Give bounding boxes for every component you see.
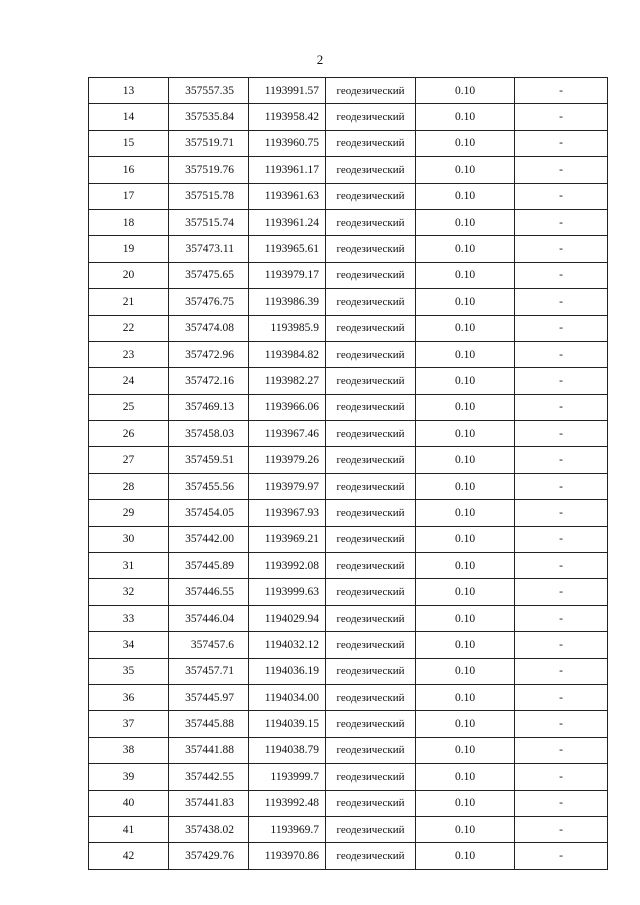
table-row (89, 553, 608, 579)
method-cell: геодезический (326, 737, 416, 763)
table-row (89, 579, 608, 605)
coordinates-table (88, 77, 608, 870)
accuracy-cell: 0.10 (416, 473, 515, 499)
table-row (89, 605, 608, 631)
y-coordinate-cell: 1194038.79 (249, 737, 326, 763)
accuracy-cell: 0.10 (416, 315, 515, 341)
table-row (89, 526, 608, 552)
point-number-cell: 29 (89, 500, 169, 526)
x-coordinate-cell: 357458.03 (169, 421, 249, 447)
note-cell: - (515, 315, 608, 341)
method-cell: геодезический (326, 711, 416, 737)
accuracy-cell: 0.10 (416, 658, 515, 684)
y-coordinate-cell: 1194039.15 (249, 711, 326, 737)
note-cell: - (515, 790, 608, 816)
method-cell: геодезический (326, 157, 416, 183)
note-cell: - (515, 553, 608, 579)
point-number-cell: 34 (89, 632, 169, 658)
method-cell: геодезический (326, 764, 416, 790)
point-number-cell: 24 (89, 368, 169, 394)
method-cell: геодезический (326, 526, 416, 552)
x-coordinate-cell: 357446.55 (169, 579, 249, 605)
x-coordinate-cell: 357445.89 (169, 553, 249, 579)
note-cell: - (515, 473, 608, 499)
table-row (89, 209, 608, 235)
table-row (89, 368, 608, 394)
accuracy-cell: 0.10 (416, 394, 515, 420)
note-cell: - (515, 421, 608, 447)
note-cell: - (515, 447, 608, 473)
y-coordinate-cell: 1193982.27 (249, 368, 326, 394)
note-cell: - (515, 843, 608, 869)
table-row (89, 421, 608, 447)
x-coordinate-cell: 357476.75 (169, 289, 249, 315)
x-coordinate-cell: 357429.76 (169, 843, 249, 869)
note-cell: - (515, 711, 608, 737)
note-cell: - (515, 183, 608, 209)
accuracy-cell: 0.10 (416, 553, 515, 579)
point-number-cell: 30 (89, 526, 169, 552)
table-row (89, 632, 608, 658)
point-number-cell: 36 (89, 684, 169, 710)
note-cell: - (515, 579, 608, 605)
method-cell: геодезический (326, 183, 416, 209)
accuracy-cell: 0.10 (416, 843, 515, 869)
x-coordinate-cell: 357442.00 (169, 526, 249, 552)
table-row (89, 394, 608, 420)
table-row (89, 843, 608, 869)
point-number-cell: 22 (89, 315, 169, 341)
x-coordinate-cell: 357457.6 (169, 632, 249, 658)
point-number-cell: 16 (89, 157, 169, 183)
table-row (89, 790, 608, 816)
accuracy-cell: 0.10 (416, 421, 515, 447)
x-coordinate-cell: 357515.78 (169, 183, 249, 209)
note-cell: - (515, 130, 608, 156)
note-cell: - (515, 632, 608, 658)
x-coordinate-cell: 357472.16 (169, 368, 249, 394)
x-coordinate-cell: 357557.35 (169, 78, 249, 104)
y-coordinate-cell: 1193999.63 (249, 579, 326, 605)
x-coordinate-cell: 357472.96 (169, 341, 249, 367)
point-number-cell: 39 (89, 764, 169, 790)
table-row (89, 473, 608, 499)
accuracy-cell: 0.10 (416, 711, 515, 737)
accuracy-cell: 0.10 (416, 262, 515, 288)
point-number-cell: 41 (89, 816, 169, 842)
accuracy-cell: 0.10 (416, 764, 515, 790)
point-number-cell: 18 (89, 209, 169, 235)
y-coordinate-cell: 1193999.7 (249, 764, 326, 790)
point-number-cell: 23 (89, 341, 169, 367)
accuracy-cell: 0.10 (416, 632, 515, 658)
table-row (89, 816, 608, 842)
x-coordinate-cell: 357455.56 (169, 473, 249, 499)
point-number-cell: 28 (89, 473, 169, 499)
method-cell: геодезический (326, 579, 416, 605)
x-coordinate-cell: 357535.84 (169, 104, 249, 130)
table-row (89, 157, 608, 183)
table-row (89, 658, 608, 684)
x-coordinate-cell: 357446.04 (169, 605, 249, 631)
y-coordinate-cell: 1193984.82 (249, 341, 326, 367)
note-cell: - (515, 341, 608, 367)
x-coordinate-cell: 357438.02 (169, 816, 249, 842)
method-cell: геодезический (326, 394, 416, 420)
coordinates-table-body (89, 78, 608, 870)
method-cell: геодезический (326, 843, 416, 869)
method-cell: геодезический (326, 684, 416, 710)
accuracy-cell: 0.10 (416, 684, 515, 710)
x-coordinate-cell: 357457.71 (169, 658, 249, 684)
y-coordinate-cell: 1193970.86 (249, 843, 326, 869)
note-cell: - (515, 658, 608, 684)
note-cell: - (515, 78, 608, 104)
method-cell: геодезический (326, 262, 416, 288)
method-cell: геодезический (326, 236, 416, 262)
y-coordinate-cell: 1193961.24 (249, 209, 326, 235)
accuracy-cell: 0.10 (416, 130, 515, 156)
note-cell: - (515, 209, 608, 235)
note-cell: - (515, 394, 608, 420)
point-number-cell: 21 (89, 289, 169, 315)
x-coordinate-cell: 357519.71 (169, 130, 249, 156)
y-coordinate-cell: 1193992.48 (249, 790, 326, 816)
y-coordinate-cell: 1193969.7 (249, 816, 326, 842)
y-coordinate-cell: 1193965.61 (249, 236, 326, 262)
note-cell: - (515, 289, 608, 315)
method-cell: геодезический (326, 447, 416, 473)
point-number-cell: 37 (89, 711, 169, 737)
x-coordinate-cell: 357445.88 (169, 711, 249, 737)
y-coordinate-cell: 1193969.21 (249, 526, 326, 552)
x-coordinate-cell: 357459.51 (169, 447, 249, 473)
note-cell: - (515, 737, 608, 763)
table-row (89, 500, 608, 526)
y-coordinate-cell: 1193961.17 (249, 157, 326, 183)
point-number-cell: 15 (89, 130, 169, 156)
y-coordinate-cell: 1193960.75 (249, 130, 326, 156)
y-coordinate-cell: 1194036.19 (249, 658, 326, 684)
point-number-cell: 14 (89, 104, 169, 130)
y-coordinate-cell: 1193985.9 (249, 315, 326, 341)
method-cell: геодезический (326, 605, 416, 631)
y-coordinate-cell: 1193979.17 (249, 262, 326, 288)
table-row (89, 236, 608, 262)
method-cell: геодезический (326, 473, 416, 499)
y-coordinate-cell: 1194029.94 (249, 605, 326, 631)
x-coordinate-cell: 357515.74 (169, 209, 249, 235)
point-number-cell: 38 (89, 737, 169, 763)
y-coordinate-cell: 1193979.97 (249, 473, 326, 499)
method-cell: геодезический (326, 553, 416, 579)
point-number-cell: 20 (89, 262, 169, 288)
point-number-cell: 27 (89, 447, 169, 473)
y-coordinate-cell: 1193967.93 (249, 500, 326, 526)
method-cell: геодезический (326, 790, 416, 816)
x-coordinate-cell: 357445.97 (169, 684, 249, 710)
table-row (89, 130, 608, 156)
note-cell: - (515, 764, 608, 790)
point-number-cell: 40 (89, 790, 169, 816)
method-cell: геодезический (326, 315, 416, 341)
table-row (89, 447, 608, 473)
y-coordinate-cell: 1193961.63 (249, 183, 326, 209)
y-coordinate-cell: 1193986.39 (249, 289, 326, 315)
x-coordinate-cell: 357441.88 (169, 737, 249, 763)
accuracy-cell: 0.10 (416, 579, 515, 605)
point-number-cell: 33 (89, 605, 169, 631)
y-coordinate-cell: 1193991.57 (249, 78, 326, 104)
point-number-cell: 19 (89, 236, 169, 262)
point-number-cell: 42 (89, 843, 169, 869)
x-coordinate-cell: 357469.13 (169, 394, 249, 420)
table-row (89, 711, 608, 737)
point-number-cell: 35 (89, 658, 169, 684)
accuracy-cell: 0.10 (416, 526, 515, 552)
note-cell: - (515, 816, 608, 842)
note-cell: - (515, 526, 608, 552)
point-number-cell: 17 (89, 183, 169, 209)
accuracy-cell: 0.10 (416, 78, 515, 104)
note-cell: - (515, 104, 608, 130)
note-cell: - (515, 500, 608, 526)
accuracy-cell: 0.10 (416, 289, 515, 315)
page-number: 2 (316, 52, 324, 67)
accuracy-cell: 0.10 (416, 605, 515, 631)
accuracy-cell: 0.10 (416, 790, 515, 816)
note-cell: - (515, 368, 608, 394)
method-cell: геодезический (326, 658, 416, 684)
method-cell: геодезический (326, 289, 416, 315)
note-cell: - (515, 236, 608, 262)
point-number-cell: 13 (89, 78, 169, 104)
method-cell: геодезический (326, 104, 416, 130)
x-coordinate-cell: 357475.65 (169, 262, 249, 288)
y-coordinate-cell: 1194032.12 (249, 632, 326, 658)
table-row (89, 737, 608, 763)
y-coordinate-cell: 1193966.06 (249, 394, 326, 420)
accuracy-cell: 0.10 (416, 157, 515, 183)
x-coordinate-cell: 357442.55 (169, 764, 249, 790)
table-row (89, 78, 608, 104)
y-coordinate-cell: 1193967.46 (249, 421, 326, 447)
y-coordinate-cell: 1194034.00 (249, 684, 326, 710)
accuracy-cell: 0.10 (416, 737, 515, 763)
y-coordinate-cell: 1193958.42 (249, 104, 326, 130)
point-number-cell: 32 (89, 579, 169, 605)
table-row (89, 684, 608, 710)
method-cell: геодезический (326, 368, 416, 394)
x-coordinate-cell: 357473.11 (169, 236, 249, 262)
method-cell: геодезический (326, 500, 416, 526)
note-cell: - (515, 262, 608, 288)
y-coordinate-cell: 1193979.26 (249, 447, 326, 473)
point-number-cell: 26 (89, 421, 169, 447)
note-cell: - (515, 157, 608, 183)
accuracy-cell: 0.10 (416, 500, 515, 526)
table-row (89, 315, 608, 341)
point-number-cell: 25 (89, 394, 169, 420)
x-coordinate-cell: 357441.83 (169, 790, 249, 816)
method-cell: геодезический (326, 78, 416, 104)
method-cell: геодезический (326, 421, 416, 447)
note-cell: - (515, 605, 608, 631)
accuracy-cell: 0.10 (416, 209, 515, 235)
accuracy-cell: 0.10 (416, 368, 515, 394)
table-row (89, 262, 608, 288)
note-cell: - (515, 684, 608, 710)
method-cell: геодезический (326, 209, 416, 235)
point-number-cell: 31 (89, 553, 169, 579)
accuracy-cell: 0.10 (416, 183, 515, 209)
table-row (89, 104, 608, 130)
method-cell: геодезический (326, 632, 416, 658)
table-row (89, 764, 608, 790)
accuracy-cell: 0.10 (416, 104, 515, 130)
table-row (89, 289, 608, 315)
x-coordinate-cell: 357474.08 (169, 315, 249, 341)
accuracy-cell: 0.10 (416, 236, 515, 262)
x-coordinate-cell: 357454.05 (169, 500, 249, 526)
method-cell: геодезический (326, 130, 416, 156)
table-row (89, 183, 608, 209)
accuracy-cell: 0.10 (416, 447, 515, 473)
table-row (89, 341, 608, 367)
method-cell: геодезический (326, 816, 416, 842)
accuracy-cell: 0.10 (416, 816, 515, 842)
x-coordinate-cell: 357519.76 (169, 157, 249, 183)
accuracy-cell: 0.10 (416, 341, 515, 367)
y-coordinate-cell: 1193992.08 (249, 553, 326, 579)
method-cell: геодезический (326, 341, 416, 367)
